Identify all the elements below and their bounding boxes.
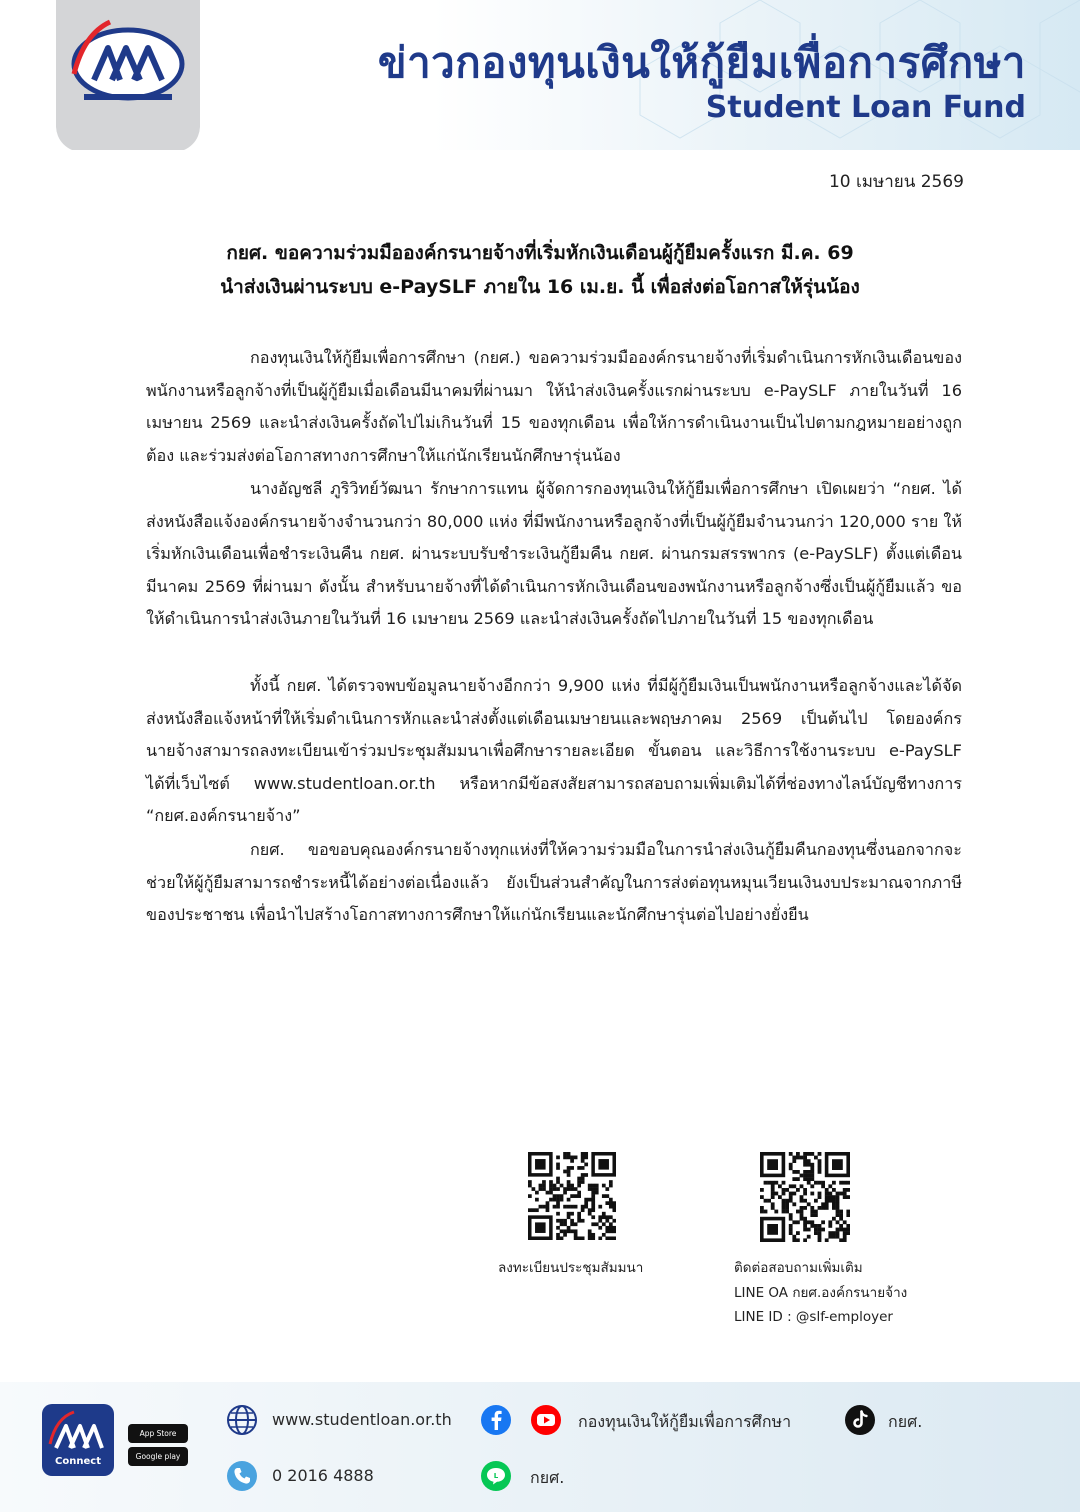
- paragraph-2: นางอัญชลี ภูริวิทย์วัฒนา รักษาการแทน ผู้จัดการกองทุนเงินให้กู้ยืมเพื่อการศึกษา เปิดเผยว่า “กยศ. ได้ส่งหนังสือแจ้งองค์กรนายจ้างจำนวนกว่า 80,000 แห่ง ที่มีพนักงานหรือลูกจ้างที่เป็นผู้กู้ยืมจำนวนกว่า 120,000 ราย ให้เริ่มหักเงินเดือนเพื่อชำระเงินคืน กยศ. ผ่านระบบรับชำระเงินกู้ยืมคืน กยศ. ผ่านกรมสรรพากร (e-PaySLF) ตั้งแต่เดือนมีนาคม 2569 ที่ผ่านมา ดังนั้น สำหรับนายจ้างที่ได้ดำเนินการหักเงินเดือนของพนักงานหรือลูกจ้างซึ่งเป็นผู้กู้ยืมแล้ว ขอให้ดำเนินการนำส่งเงินภายในวันที่ 16 เมษายน 2569 และนำส่งเงินครั้งถัดไปภายในวันที่ 15 ของทุกเดือน: [146, 479, 962, 629]
- youtube-icon[interactable]: [530, 1404, 562, 1436]
- google-play-badge[interactable]: Google play: [128, 1447, 188, 1466]
- slf-logo-icon: [64, 14, 192, 114]
- register-qr-caption: ลงทะเบียนประชุมสัมมนา: [498, 1260, 644, 1276]
- app-store-badge[interactable]: App Store: [128, 1424, 188, 1443]
- tiktok-icon[interactable]: [844, 1404, 876, 1436]
- phone-number[interactable]: 0 2016 4888: [272, 1466, 374, 1485]
- header-banner: [0, 0, 1080, 150]
- headline-line-1: กยศ. ขอความร่วมมือองค์กรนายจ้างที่เริ่มหักเงินเดือนผู้กู้ยืมครั้งแรก มี.ค. 69: [226, 242, 854, 264]
- paragraph-3: ทั้งนี้ กยศ. ได้ตรวจพบข้อมูลนายจ้างอีกกว่า 9,900 แห่ง ที่มีผู้กู้ยืมเงินเป็นพนักงานหรือลูกจ้างและได้จัดส่งหนังสือแจ้งหน้าที่ให้เริ่มดำเนินการหักและนำส่งตั้งแต่เดือนเมษายนและพฤษภาคม 2569 เป็นต้นไป โดยองค์กรนายจ้างสามารถลงทะเบียนเข้าร่วมประชุมสัมมนาเพื่อศึกษารายละเอียด ขั้นตอน และวิธีการใช้งานระบบ e-PaySLF ได้ที่เว็บไซต์ www.studentloan.or.th หรือหากมีข้อสงสัยสามารถสอบถามเพิ่มเติมได้ที่ช่องทางไลน์บัญชีทางการ “กยศ.องค์กรนายจ้าง”: [146, 676, 962, 826]
- website-link[interactable]: www.studentloan.or.th: [272, 1410, 452, 1429]
- contact-caption: ติดต่อสอบถามเพิ่มเติม: [734, 1260, 863, 1276]
- footer-contacts: [0, 1382, 1080, 1512]
- contact-qr-caption-block: [734, 1256, 907, 1330]
- paragraph-1: กองทุนเงินให้กู้ยืมเพื่อการศึกษา (กยศ.) ขอความร่วมมือองค์กรนายจ้างที่เริ่มดำเนินการหักเงินเดือนของพนักงานหรือลูกจ้างที่เป็นผู้กู้ยืมเมื่อเดือนมีนาคมที่ผ่านมา ให้นำส่งเงินครั้งแรกผ่านระบบ e-PaySLF ภายในวันที่ 16 เมษายน 2569 และนำส่งเงินครั้งถัดไปไม่เกินวันที่ 15 ของทุกเดือน เพื่อให้การดำเนินงานเป็นไปตามกฎหมายอย่างถูกต้อง และร่วมส่งต่อโอกาสทางการศึกษาให้แก่นักเรียนนักศึกษารุ่นน้อง: [146, 348, 962, 465]
- phone-icon: [226, 1460, 258, 1492]
- contact-qr-code[interactable]: [760, 1152, 850, 1242]
- slf-connect-app-logo[interactable]: [42, 1404, 114, 1476]
- line-oa-name: LINE OA กยศ.องค์กรนายจ้าง: [734, 1284, 908, 1301]
- svg-text:L: L: [493, 1472, 499, 1480]
- register-qr-code[interactable]: [528, 1152, 616, 1240]
- tiktok-account-name[interactable]: กยศ.: [888, 1412, 923, 1431]
- globe-icon: [226, 1404, 258, 1436]
- facebook-icon[interactable]: [480, 1404, 512, 1436]
- release-date: 10 เมษายน 2569: [828, 172, 964, 192]
- header-title-english: Student Loan Fund: [705, 90, 1026, 125]
- header-title-thai: ข่าวกองทุนเงินให้กู้ยืมเพื่อการศึกษา: [377, 38, 1026, 87]
- line-id: LINE ID : @slf-employer: [734, 1309, 893, 1325]
- connect-label: Connect: [55, 1456, 101, 1467]
- headline-line-2: นำส่งเงินผ่านระบบ e-PaySLF ภายใน 16 เม.ย. นี้ เพื่อส่งต่อโอกาสให้รุ่นน้อง: [220, 276, 860, 298]
- facebook-youtube-channel-name[interactable]: กองทุนเงินให้กู้ยืมเพื่อการศึกษา: [578, 1412, 792, 1431]
- slf-logo: [56, 0, 200, 150]
- line-icon[interactable]: [480, 1460, 512, 1492]
- paragraph-4: กยศ. ขอขอบคุณองค์กรนายจ้างทุกแห่งที่ให้ความร่วมมือในการนำส่งเงินกู้ยืมคืนกองทุนซึ่งนอกจากจะช่วยให้ผู้กู้ยืมสามารถชำระหนี้ได้อย่างต่อเนื่องแล้ว ยังเป็นส่วนสำคัญในการส่งต่อทุนหมุนเวียนเงินงบประมาณจากภาษีของประชาชน เพื่อนำไปสร้างโอกาสทางการศึกษาให้แก่นักเรียนและนักศึกษารุ่นต่อไปอย่างยั่งยืน: [146, 840, 962, 925]
- line-account-name[interactable]: กยศ.: [530, 1468, 565, 1487]
